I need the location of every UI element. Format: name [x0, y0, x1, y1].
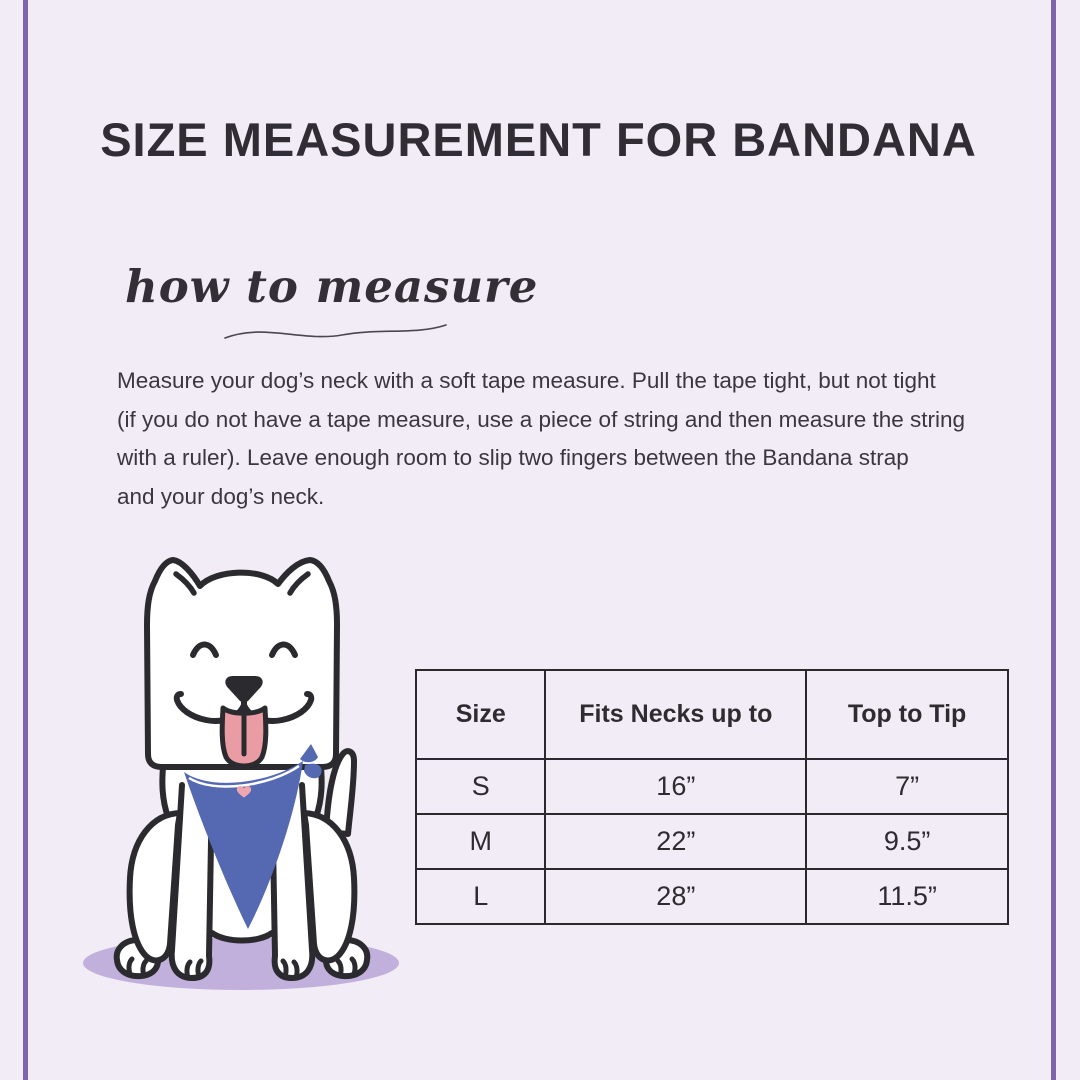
table-cell-tip-l: 11.5”: [805, 868, 1007, 923]
how-to-measure-heading: how to measure: [125, 260, 539, 313]
size-table: [415, 669, 1009, 925]
table-header-top-to-tip: Top to Tip: [805, 671, 1007, 758]
table-header-size: Size: [455, 700, 506, 728]
dog-left-haunch: [130, 813, 180, 960]
table-cell-size-s: S: [417, 758, 544, 813]
instructions-line: (if you do not have a tape measure, use a piece of string and then measure the string: [117, 406, 966, 432]
table-cell-tip-s: 7”: [805, 758, 1007, 813]
table-cell-neck-m: 22”: [544, 813, 805, 868]
measuring-instructions: [117, 362, 1017, 516]
swoosh-underline: [222, 320, 450, 346]
instructions-line: Measure your dog’s neck with a soft tape measure. Pull the tape tight, but not tight: [117, 368, 936, 393]
page-title: SIZE MEASUREMENT FOR BANDANA: [100, 113, 977, 166]
table-cell-size-l: L: [417, 868, 544, 923]
table-cell-size-m: M: [417, 813, 544, 868]
table-header-fits-necks: Fits Necks up to: [544, 671, 805, 758]
table-cell-neck-l: 28”: [544, 868, 805, 923]
dog-illustration: [60, 530, 460, 1000]
table-cell-tip-m: 9.5”: [805, 813, 1007, 868]
table-cell-neck-s: 16”: [544, 758, 805, 813]
instructions-line: and your dog’s neck.: [117, 483, 325, 509]
instructions-line: with a ruler). Leave enough room to slip two fingers between the Bandana strap: [117, 445, 909, 470]
